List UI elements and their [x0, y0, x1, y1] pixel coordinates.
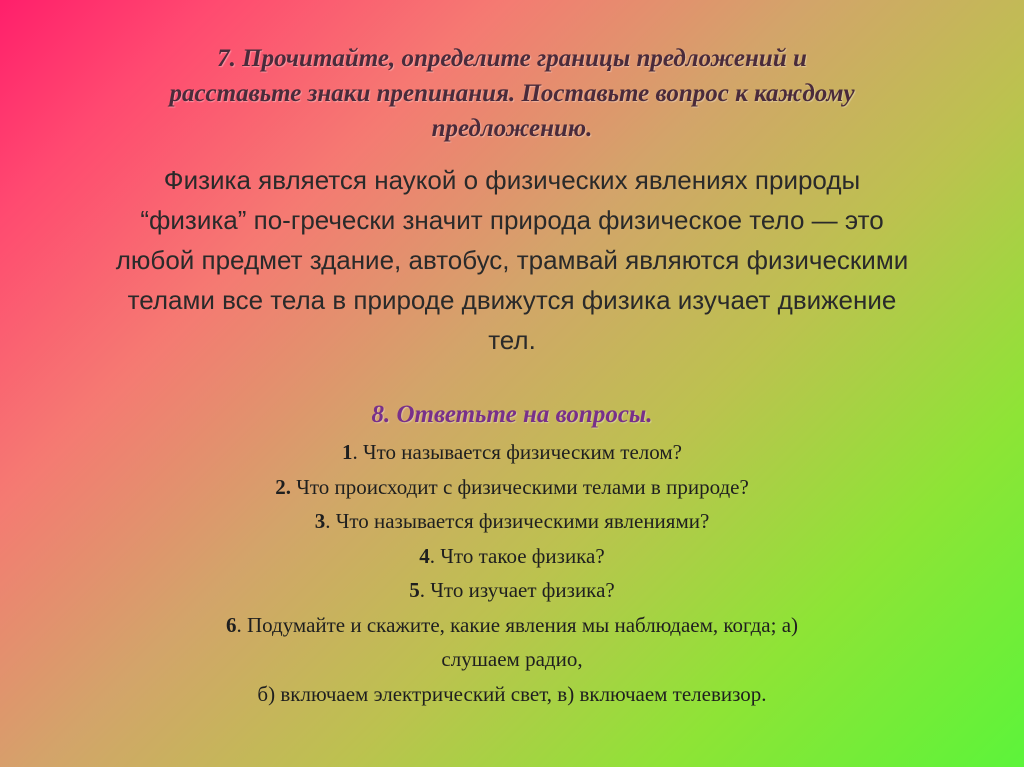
- question-text: . Подумайте и скажите, какие явления мы наблюдаем, когда; а): [236, 612, 799, 637]
- question-text: . Что такое физика?: [429, 543, 605, 568]
- question-number: 2.: [275, 474, 291, 499]
- question-item: [12, 573, 1012, 608]
- task7-title-line: расставьте знаки препинания. Поставьте вопрос к каждому: [169, 80, 855, 107]
- question-continuation: слушаем радио,: [441, 647, 583, 671]
- task7-text-line: телами все тела в природе движутся физика изучает движение: [127, 285, 897, 315]
- question-number: 3: [314, 509, 326, 533]
- task7-title-line: предложению.: [431, 115, 593, 142]
- question-number: 4: [419, 543, 430, 568]
- task8-title-text: 8. Ответьте на вопросы.: [371, 401, 653, 428]
- question-item: [12, 539, 1012, 574]
- task7-text-line: любой предмет здание, автобус, трамвай являются физическими: [115, 245, 909, 275]
- task7-text-line: “физика” по-гречески значит природа физическое тело — это: [140, 205, 884, 235]
- task8-questions: [12, 435, 1012, 711]
- task8-title: [20, 397, 1004, 432]
- task7-text-line: тел.: [488, 325, 536, 355]
- task7-title: [20, 41, 1004, 146]
- question-number: 5: [409, 578, 420, 602]
- question-item: [12, 435, 1012, 470]
- question-item: [12, 470, 1012, 505]
- question-text: . Что называется физическими явлениями?: [325, 509, 710, 533]
- question-item: [12, 504, 1012, 539]
- question-number: 6: [225, 612, 237, 637]
- task7-text-line: Физика является наукой о физических явлениях природы: [163, 165, 861, 195]
- question-item: [12, 608, 1012, 643]
- task7-title-line: 7. Прочитайте, определите границы предложений и: [217, 45, 807, 72]
- question-text: Что происходит с физическими телами в природе?: [290, 474, 749, 499]
- question-text: . Что называется физическим телом?: [352, 440, 682, 464]
- question-number: 1: [342, 440, 353, 464]
- question-text: . Что изучает физика?: [419, 578, 615, 602]
- question-continuation: б) включаем электрический свет, в) включаем телевизор.: [257, 681, 767, 706]
- task7-text: [12, 160, 1012, 360]
